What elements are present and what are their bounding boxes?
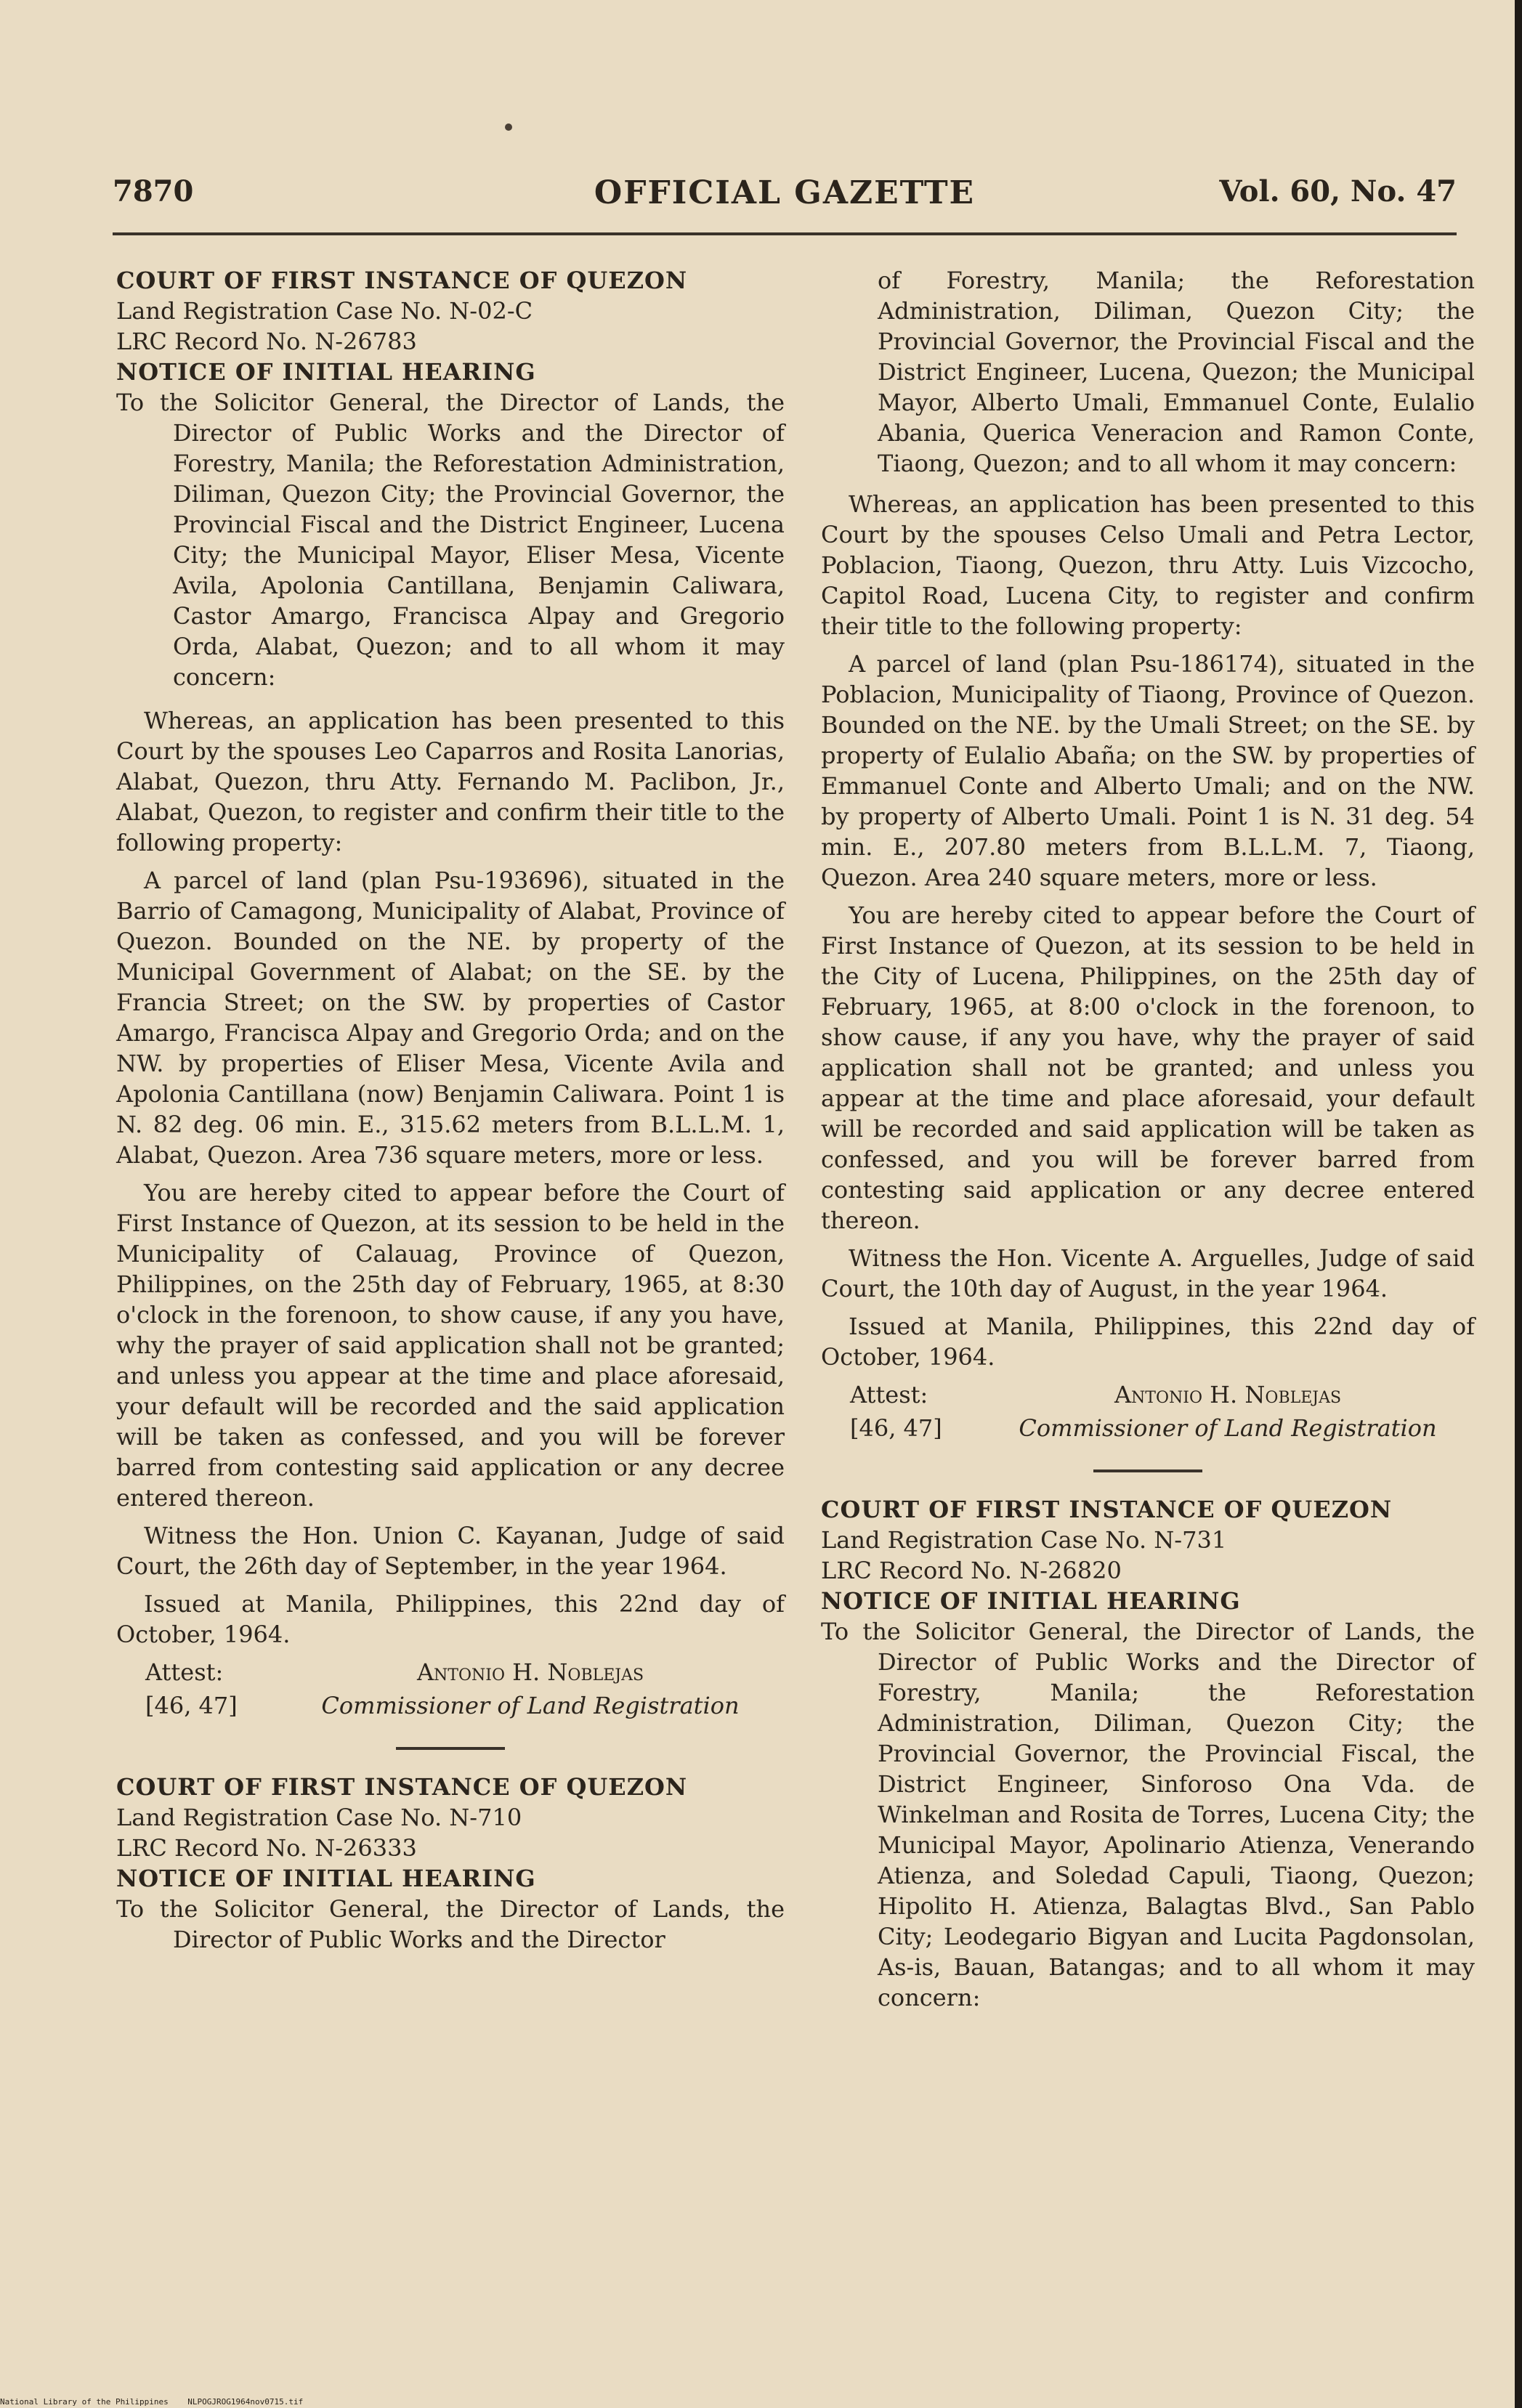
- ink-dot: [505, 123, 512, 131]
- library-credit: National Library of the Philippines: [0, 2397, 169, 2407]
- attestation: [116, 1657, 785, 1687]
- attest-title: Commissioner of Land Registration: [321, 1692, 740, 1719]
- page-header: [113, 174, 1457, 225]
- notice-separator: [396, 1747, 505, 1750]
- whereas-paragraph: Whereas, an application has been presented to this Court by the spouses Leo Caparros and Rosita Lanorias, Alabat, Quezon, thru Atty. Fernando M. Paclibon, Jr., Alabat, Quezon, to register and confirm their title to the following property:: [116, 707, 785, 856]
- attestation: [821, 1379, 1475, 1410]
- issued-paragraph: Issued at Manila, Philippines, this 22nd day of October, 1964.: [116, 1590, 785, 1648]
- issue-reference: [46, 47]: [850, 1414, 942, 1442]
- notice-heading: NOTICE OF INITIAL HEARING: [821, 1587, 1241, 1615]
- volume-number: Vol. 60, No. 47: [1219, 174, 1457, 208]
- notice-case-n-731: [821, 1494, 1475, 2013]
- court-heading: COURT OF FIRST INSTANCE OF QUEZON: [821, 1496, 1393, 1523]
- attest-name: Antonio H. Noblejas: [416, 1658, 644, 1686]
- publication-title: OFFICIAL GAZETTE: [594, 174, 976, 211]
- notice-case-n-710-continued: [821, 265, 1475, 1443]
- attest-label: Attest:: [145, 1658, 224, 1686]
- attestation-title: [116, 1690, 785, 1721]
- attest-name: Antonio H. Noblejas: [1114, 1381, 1342, 1408]
- parcel-description: A parcel of land (plan Psu-193696), situated in the Barrio of Camagong, Municipality of Alabat, Province of Quezon. Bounded on the NE. by property of the Municipal Government of Alabat; on the SE. by the Francia Street; on the SW. by properties of Castor Amargo, Francisca Alpay and Gregorio Orda; and on the NW. by properties of Eliser Mesa, Vicente Avila and Apolonia Cantillana (now) Benjamin Caliwara. Point 1 is N. 82 deg. 06 min. E., 315.62 meters from B.L.L.M. 1, Alabat, Quezon. Area 736 square meters, more or less.: [116, 867, 785, 1169]
- right-column: [821, 265, 1475, 2013]
- witness-paragraph: Witness the Hon. Vicente A. Arguelles, Judge of said Court, the 10th day of August, in the year 1964.: [821, 1244, 1475, 1302]
- case-number: Land Registration Case No. N-710: [116, 1804, 522, 1831]
- court-heading: COURT OF FIRST INSTANCE OF QUEZON: [116, 267, 688, 294]
- whereas-paragraph: Whereas, an application has been presented to this Court by the spouses Celso Umali and Petra Lector, Poblacion, Tiaong, Quezon, thru Atty. Luis Vizcocho, Capitol Road, Lucena City, to register and confirm their title to the following property:: [821, 490, 1475, 640]
- header-rule: [113, 232, 1457, 235]
- notice-separator: [1093, 1469, 1202, 1472]
- record-number: LRC Record No. N-26783: [116, 328, 417, 355]
- record-number: LRC Record No. N-26820: [821, 1557, 1122, 1584]
- parcel-description: A parcel of land (plan Psu-186174), situated in the Poblacion, Municipality of Tiaong, Province of Quezon. Bounded on the NE. by the Umali Street; on the SE. by property of Eulalio Abaña; on the SW. by properties of Emmanuel Conte and Alberto Umali; and on the NW. by property of Alberto Umali. Point 1 is N. 31 deg. 54 min. E., 207.80 meters from B.L.L.M. 7, Tiaong, Quezon. Area 240 square meters, more or less.: [821, 650, 1475, 891]
- left-column: [116, 265, 785, 1955]
- scan-footer: [0, 2397, 303, 2407]
- addressees: To the Solicitor General, the Director of Lands, the Director of Public Works and the Director of Forestry, Manila; the Reforestation Administration, Diliman, Quezon City; the Provincial Governor, the Provincial Fiscal and the District Engineer, Lucena City; the Municipal Mayor, Eliser Mesa, Vicente Avila, Apolonia Cantillana, Benjamin Caliwara, Castor Amargo, Francisca Alpay and Gregorio Orda, Alabat, Quezon; and to all whom it may concern:: [116, 389, 785, 691]
- addressees: To the Solicitor General, the Director of Lands, the Director of Public Works and the Director of Forestry, Manila; the Reforestation Administration, Diliman, Quezon City; the Provincial Governor, the Provincial Fiscal, the District Engineer, Sinforoso Ona Vda. de Winkelman and Rosita de Torres, Lucena City; the Municipal Mayor, Apolinario Atienza, Venerando Atienza, and Soledad Capuli, Tiaong, Quezon; Hipolito H. Atienza, Balagtas Blvd., San Pablo City; Leodegario Bigyan and Lucita Pagdonsolan, As-is, Bauan, Batangas; and to all whom it may concern:: [821, 1618, 1475, 2011]
- page-number: 7870: [113, 174, 194, 208]
- attest-label: Attest:: [850, 1381, 928, 1408]
- addressees-continued: of Forestry, Manila; the Reforestation Administration, Diliman, Quezon City; the Provincial Governor, the Provincial Fiscal and the District Engineer, Lucena, Quezon; the Municipal Mayor, Alberto Umali, Emmanuel Conte, Eulalio Abania, Querica Veneracion and Ramon Conte, Tiaong, Quezon; and to all whom it may concern:: [878, 267, 1475, 477]
- record-number: LRC Record No. N-26333: [116, 1834, 417, 1862]
- case-number: Land Registration Case No. N-731: [821, 1526, 1227, 1554]
- citation-paragraph: You are hereby cited to appear before the Court of First Instance of Quezon, at its session to be held in the Municipality of Calauag, Province of Quezon, Philippines, on the 25th day of February, 1965, at 8:30 o'clock in the forenoon, to show cause, if any you have, why the prayer of said application shall not be granted; and unless you appear at the time and place aforesaid, your default will be recorded and the said application will be taken as confessed, and you will be forever barred from contesting said application or any decree entered thereon.: [116, 1179, 785, 1512]
- attest-title: Commissioner of Land Registration: [1019, 1414, 1437, 1442]
- case-number: Land Registration Case No. N-02-C: [116, 297, 533, 325]
- issued-paragraph: Issued at Manila, Philippines, this 22nd day of October, 1964.: [821, 1313, 1475, 1371]
- issue-reference: [46, 47]: [145, 1692, 238, 1719]
- witness-paragraph: Witness the Hon. Union C. Kayanan, Judge of said Court, the 26th day of September, in the year 1964.: [116, 1522, 785, 1580]
- notice-heading: NOTICE OF INITIAL HEARING: [116, 358, 536, 386]
- scan-filename: NLPOGJROG1964nov0715.tif: [187, 2397, 304, 2407]
- notice-case-n-02-c: [116, 265, 785, 1721]
- notice-heading: NOTICE OF INITIAL HEARING: [116, 1865, 536, 1892]
- addressees: To the Solicitor General, the Director of Lands, the Director of Public Works and the Director: [116, 1895, 785, 1953]
- scan-edge: [1515, 0, 1522, 2408]
- attestation-title: [821, 1413, 1475, 1443]
- citation-paragraph: You are hereby cited to appear before the Court of First Instance of Quezon, at its session to be held in the City of Lucena, Philippines, on the 25th day of February, 1965, at 8:00 o'clock in the forenoon, to show cause, if any you have, why the prayer of said application shall not be granted; and unless you appear at the time and place aforesaid, your default will be recorded and said application will be taken as confessed, and you will be forever barred from contesting said application or any decree entered thereon.: [821, 901, 1475, 1234]
- notice-case-n-710: [116, 1772, 785, 1955]
- court-heading: COURT OF FIRST INSTANCE OF QUEZON: [116, 1773, 688, 1801]
